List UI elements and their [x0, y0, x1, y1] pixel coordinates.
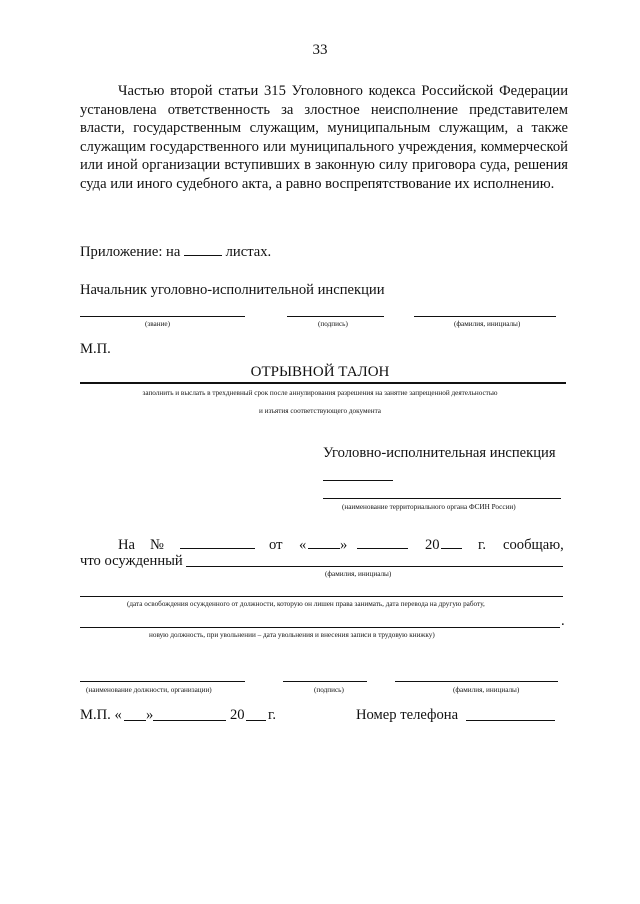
- stub-divider: [80, 382, 566, 384]
- rank-line[interactable]: [80, 316, 245, 317]
- ref-year-field[interactable]: [441, 548, 462, 549]
- page-number: 33: [312, 42, 328, 58]
- stamp-date-mid: »: [146, 707, 154, 723]
- addressee-line-1[interactable]: [323, 480, 393, 481]
- stamp-year-field[interactable]: [246, 720, 266, 721]
- ref-year-prefix: 20: [425, 537, 440, 553]
- appendix-prefix: Приложение: на: [80, 244, 181, 260]
- details-caption-1: (дата освобождения осужденного от должности, которую он лишен права занимать, дата перевода на другую работу,: [127, 600, 485, 608]
- ref-quote-close: »: [340, 537, 348, 553]
- appendix-line: [80, 243, 271, 261]
- signature-line-2[interactable]: [283, 681, 367, 682]
- stub-instruction-2: и изъятия соответствующего документа: [259, 407, 381, 415]
- stamp-label: М.П.: [80, 341, 111, 357]
- details-line-2[interactable]: [80, 627, 560, 628]
- stub-instruction-1: заполнить и выслать в трехдневный срок после аннулирования разрешения на занятие запрещенной деятельностью: [142, 389, 498, 397]
- appendix-sheets-field[interactable]: [184, 243, 222, 256]
- addressee-caption: (наименование территориального органа ФСИН России): [342, 503, 516, 511]
- stamp-date-prefix: М.П. «: [80, 707, 122, 723]
- details-caption-2: новую должность, при увольнении – дата увольнения и внесения записи в трудовую книжку): [149, 631, 435, 639]
- rank-caption: (звание): [145, 320, 170, 328]
- ref-month-field[interactable]: [357, 548, 408, 549]
- name-line[interactable]: [414, 316, 556, 317]
- addressee-title: Уголовно-исполнительная инспекция: [323, 445, 556, 461]
- ref-ot: от: [269, 537, 283, 553]
- ref-na: На: [118, 537, 136, 553]
- convict-label: что осужденный: [80, 553, 183, 569]
- details-line-end: .: [561, 613, 565, 629]
- details-line-1[interactable]: [80, 596, 563, 597]
- signature-caption: (подпись): [318, 320, 348, 328]
- ref-day-field[interactable]: [308, 548, 340, 549]
- convict-name-field[interactable]: [186, 566, 563, 567]
- name-caption: (фамилия, инициалы): [454, 320, 521, 328]
- stub-title: ОТРЫВНОЙ ТАЛОН: [250, 364, 390, 380]
- stamp-month-field[interactable]: [153, 720, 226, 721]
- ref-g: г.: [478, 537, 486, 553]
- phone-label: Номер телефона: [356, 707, 459, 723]
- convict-caption: (фамилия, инициалы): [325, 570, 392, 578]
- stamp-year-prefix: 20: [230, 707, 245, 723]
- appendix-suffix: листах.: [225, 244, 272, 260]
- position-line[interactable]: [80, 681, 245, 682]
- position-caption: (наименование должности, организации): [86, 686, 212, 694]
- ref-report: сообщаю,: [503, 537, 564, 553]
- stamp-g: г.: [268, 707, 276, 723]
- signature-caption-2: (подпись): [314, 686, 344, 694]
- ref-number-sign: №: [150, 537, 164, 553]
- paragraph-text: Частью второй статьи 315 Уголовного кодекса Российской Федерации установлена ответственность за злостное неисполнение представителем власти, государственным служащим, муниципальным служащим, а также служащим государственного или муниципального учреждения, коммерческой или иной организации вступивших в законную силу приговора суда, решения суда или иного судебного акта, а равно воспрепятствование их исполнению.: [80, 83, 568, 192]
- chief-title: Начальник уголовно-исполнительной инспекции: [80, 282, 385, 298]
- ref-number-field[interactable]: [180, 548, 255, 549]
- ref-quote-open: «: [299, 537, 307, 553]
- name-line-2[interactable]: [395, 681, 558, 682]
- addressee-line-2[interactable]: [323, 498, 561, 499]
- phone-field[interactable]: [466, 720, 555, 721]
- legal-paragraph: [80, 82, 568, 194]
- stamp-day-field[interactable]: [124, 720, 146, 721]
- signature-line[interactable]: [287, 316, 384, 317]
- name-caption-2: (фамилия, инициалы): [453, 686, 520, 694]
